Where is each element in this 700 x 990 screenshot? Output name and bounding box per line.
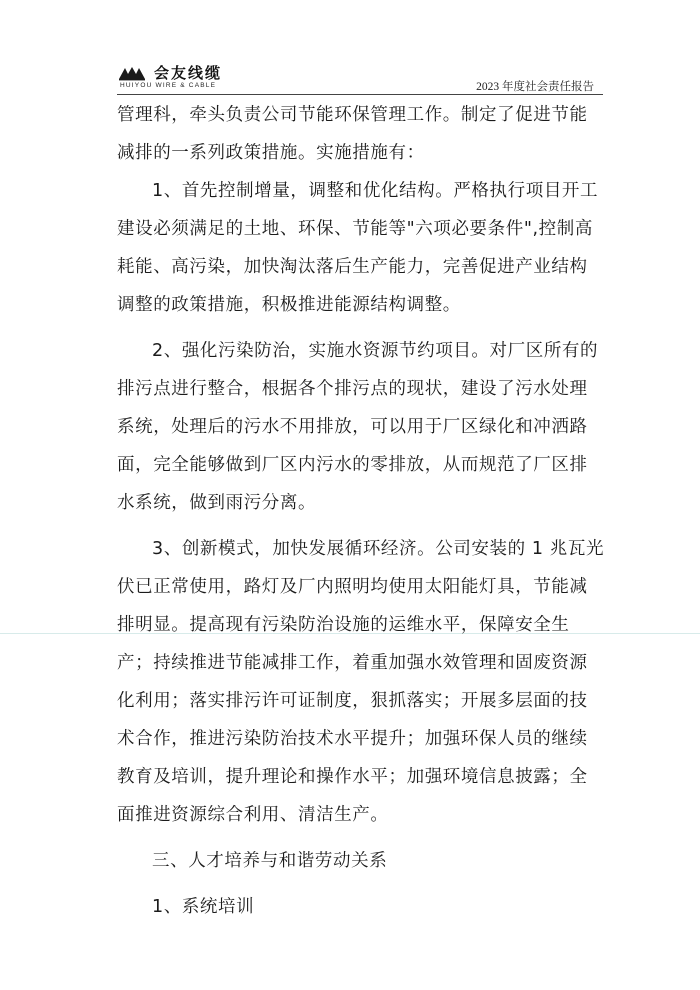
header-divider: [117, 94, 603, 95]
body-text: [117, 96, 605, 926]
measure-paragraph-3: 3、创新模式，加快发展循环经济。公司安装的 1 兆瓦光伏已正常使用，路灯及厂内照明均使用太阳能灯具，节能减排明显。提高现有污染防治设施的运维水平，保障安全生产；持续推进节能减排工作，着重加强水效管理和固废资源化利用；落实排污许可证制度，狠抓落实；开展多层面的技术合作，推进污染防治技术水平提升；加强环保人员的继续教育及培训，提升理论和操作水平；加强环境信息披露；全面推进资源综合利用、清洁生产。: [117, 539, 605, 825]
measure-paragraph-2: 2、强化污染防治，实施水资源节约项目。对厂区所有的排污点进行整合，根据各个排污点的现状，建设了污水处理系统，处理后的污水不用排放，可以用于厂区绿化和冲洒路面，完全能够做到厂区内污水的零排放，从而规范了厂区排水系统，做到雨污分离。: [117, 341, 599, 513]
subsection-heading: 1、系统培训: [152, 897, 255, 917]
report-title: 2023 年度社会责任报告: [476, 81, 594, 93]
logo-mark-icon: [118, 65, 146, 81]
logo-english-name: HUIYOU WIRE & CABLE: [120, 82, 217, 89]
company-logo: [118, 64, 248, 90]
section-heading: 三、人才培养与和谐劳动关系: [152, 851, 388, 871]
logo-chinese-name: 会友线缆: [154, 64, 223, 82]
intro-paragraph: 管理科，牵头负责公司节能环保管理工作。制定了促进节能减排的一系列政策措施。实施措施有：: [117, 105, 588, 163]
page-header: [0, 0, 700, 100]
measure-paragraph-1: 1、首先控制增量，调整和优化结构。严格执行项目开工建设必须满足的土地、环保、节能等"六项必要条件",控制高耗能、高污染，加快淘汰落后生产能力，完善促进产业结构调整的政策措施，积极推进能源结构调整。: [117, 181, 599, 315]
